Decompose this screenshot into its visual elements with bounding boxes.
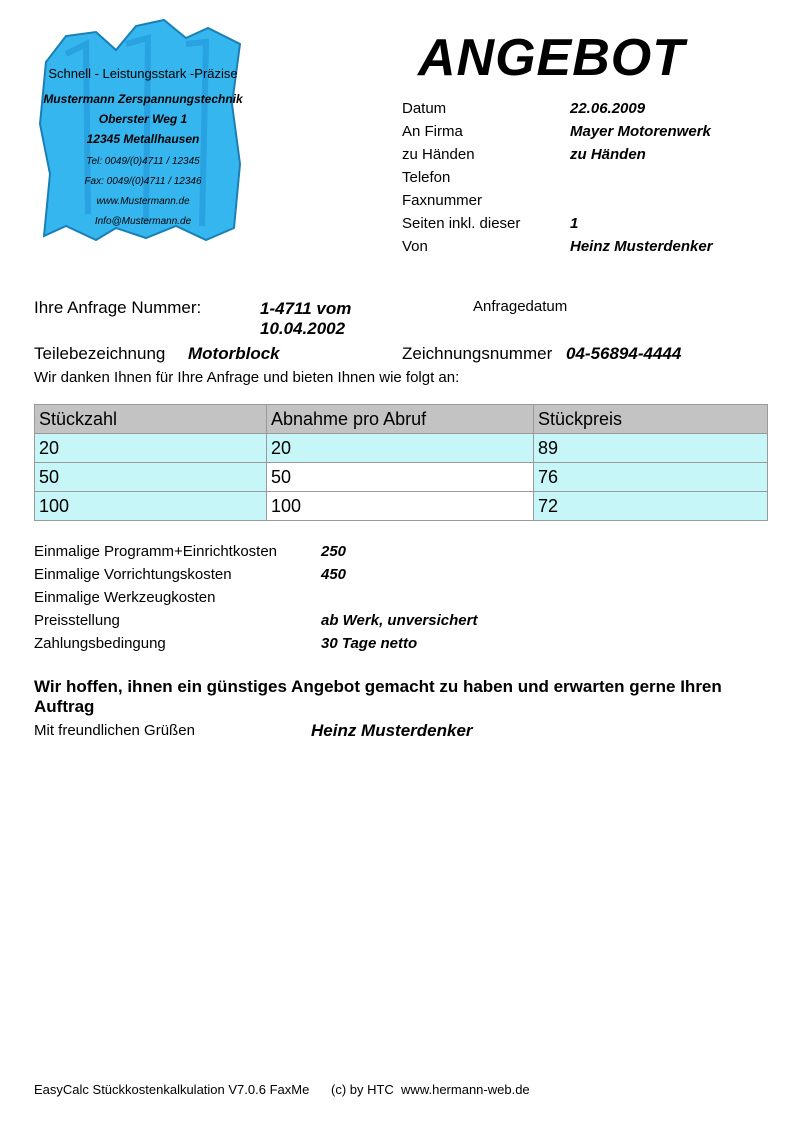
- logo-street: Oberster Weg 1: [98, 112, 188, 126]
- footer: [34, 1082, 530, 1098]
- request-date-label: Anfragedatum: [473, 298, 568, 315]
- greeting-text: Mit freundlichen Grüßen: [34, 722, 195, 739]
- table-cell: 72: [534, 492, 768, 521]
- date-label: Datum: [402, 100, 447, 117]
- logo-web: www.Mustermann.de: [96, 196, 190, 207]
- column-header-unit-price: Stückpreis: [534, 405, 768, 434]
- fax-label: Faxnummer: [402, 192, 483, 209]
- table-row: [35, 434, 768, 463]
- pages-value: 1: [570, 215, 579, 232]
- logo-company: Mustermann Zerspannungstechnik: [43, 92, 243, 106]
- table-row: [35, 492, 768, 521]
- company-label: An Firma: [402, 123, 463, 140]
- sender-label: Von: [402, 238, 428, 255]
- drawing-value: 04-56894-4444: [566, 344, 682, 363]
- pages-label: Seiten inkl. dieser: [402, 215, 521, 232]
- logo-graphic-icon: [36, 14, 250, 244]
- sender-value: Heinz Musterdenker: [570, 238, 713, 255]
- logo-fax: Fax: 0049/(0)4711 / 12346: [84, 176, 202, 187]
- attention-label: zu Händen: [402, 146, 475, 163]
- pricing-value: ab Werk, unversichert: [321, 612, 478, 629]
- table-row: [35, 463, 768, 492]
- tool-cost-label: Einmalige Werkzeugkosten: [34, 589, 216, 606]
- table-cell: 20: [267, 434, 534, 463]
- payment-terms-value: 30 Tage netto: [321, 635, 418, 652]
- request-date-value: 10.04.2002: [260, 319, 346, 338]
- fixture-cost-label: Einmalige Vorrichtungskosten: [34, 566, 232, 583]
- request-number-label: Ihre Anfrage Nummer:: [34, 298, 202, 317]
- footer-program: EasyCalc Stückkostenkalkulation V7.0.6 FaxMe: [34, 1082, 310, 1097]
- logo-city: 12345 Metallhausen: [86, 132, 200, 146]
- request-number-value: 1-4711 vom: [260, 299, 352, 318]
- company-value: Mayer Motorenwerk: [570, 123, 711, 140]
- part-label: Teilebezeichnung: [34, 344, 166, 363]
- intro-text: Wir danken Ihnen für Ihre Anfrage und bieten Ihnen wie folgt an:: [34, 369, 460, 386]
- attention-value: zu Händen: [570, 146, 646, 163]
- column-header-per-call: Abnahme pro Abruf: [267, 405, 534, 434]
- setup-cost-value: 250: [321, 543, 347, 560]
- logo-tagline: Schnell - Leistungsstark -Präzise: [48, 66, 238, 81]
- column-header-quantity: Stückzahl: [35, 405, 267, 434]
- company-logo: [36, 14, 250, 244]
- signer-name: Heinz Musterdenker: [311, 721, 473, 740]
- price-table: [34, 404, 768, 521]
- phone-label: Telefon: [402, 169, 451, 186]
- table-cell: 76: [534, 463, 768, 492]
- pricing-label: Preisstellung: [34, 612, 120, 629]
- table-cell: 100: [267, 492, 534, 521]
- table-cell: 50: [35, 463, 267, 492]
- closing-text: Wir hoffen, ihnen ein günstiges Angebot gemacht zu haben und erwarten gerne Ihren Auftrag: [34, 677, 722, 716]
- table-cell: 20: [35, 434, 267, 463]
- table-cell: 89: [534, 434, 768, 463]
- fixture-cost-value: 450: [321, 566, 347, 583]
- date-value: 22.06.2009: [570, 100, 646, 117]
- document-title: ANGEBOT: [418, 29, 685, 87]
- setup-cost-label: Einmalige Programm+Einrichtkosten: [34, 543, 278, 560]
- drawing-label: Zeichnungsnummer: [402, 344, 553, 363]
- table-cell: 100: [35, 492, 267, 521]
- logo-email: Info@Mustermann.de: [94, 216, 192, 227]
- footer-copyright: (c) by HTC www.hermann-web.de: [330, 1082, 530, 1097]
- logo-tel: Tel: 0049/(0)4711 / 12345: [86, 156, 200, 167]
- table-header-row: [35, 405, 768, 434]
- table-cell: 50: [267, 463, 534, 492]
- payment-terms-label: Zahlungsbedingung: [34, 635, 166, 652]
- part-value: Motorblock: [188, 344, 280, 363]
